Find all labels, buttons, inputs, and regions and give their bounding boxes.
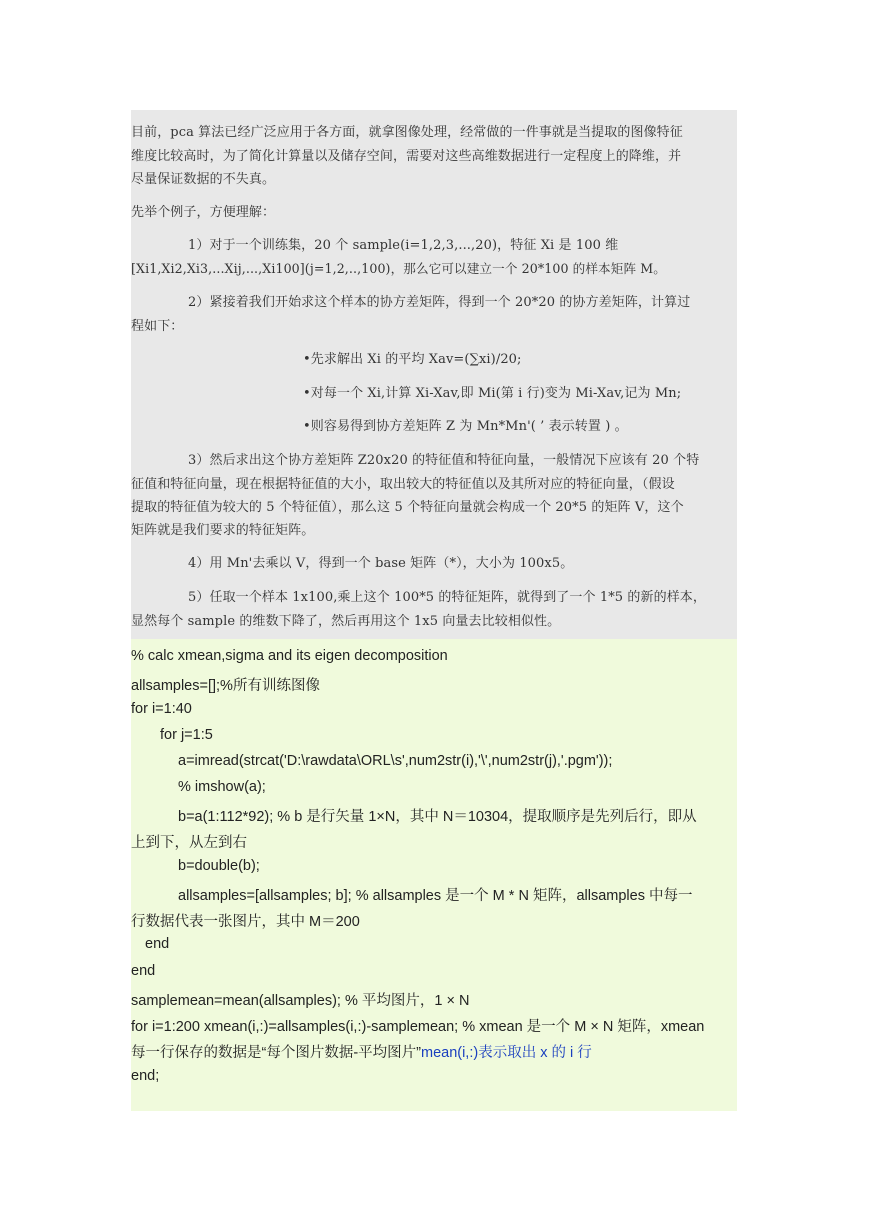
code-line: b=double(b); xyxy=(178,858,260,874)
code-line: end; xyxy=(131,1068,160,1084)
intro-line: 尽量保证数据的不失真。 xyxy=(131,172,276,187)
code-line: 行数据代表一张图片，其中 M＝200 xyxy=(131,914,360,930)
step3-line: 3）然后求出这个协方差矩阵 Z20x20 的特征值和特征向量，一般情况下应该有 20 个特 xyxy=(188,453,700,468)
step5-line: 显然每个 sample 的维数下降了，然后再用这个 1x5 向量去比较相似性。 xyxy=(131,614,561,629)
intro-line: 目前，pca 算法已经广泛应用于各方面，就拿图像处理，经常做的一件事就是当提取的图像特征 xyxy=(131,125,683,140)
code-line: for j=1:5 xyxy=(160,727,213,743)
code-line: a=imread(strcat('D:\rawdata\ORL\s',num2str(i),'\',num2str(j),'.pgm')); xyxy=(178,753,613,769)
step1-line: [Xi1,Xi2,Xi3,...Xij,...,Xi100](j=1,2,..,100)，那么它可以建立一个 20*100 的样本矩阵 M。 xyxy=(131,261,666,276)
code-line: 上到下，从左到右 xyxy=(131,835,247,851)
code-line: allsamples=[allsamples; b]; % allsamples 是一个 M * N 矩阵，allsamples 中每一 xyxy=(178,888,693,904)
step2-line: 程如下： xyxy=(131,319,184,334)
step1-line: 1）对于一个训练集，20 个 sample(i=1,2,3,...,20)，特征 Xi 是 100 维 xyxy=(188,238,619,253)
step3-line: 征值和特征向量，现在根据特征值的大小，取出较大的特征值以及其所对应的特征向量，（假设 xyxy=(131,477,675,492)
code-line: b=a(1:112*92); % b 是行矢量 1×N，其中 N＝10304，提取顺序是先列后行，即从 xyxy=(178,809,697,825)
intro-line: 维度比较高时，为了简化计算量以及储存空间，需要对这些高维数据进行一定程度上的降维，并 xyxy=(131,149,682,164)
step3-line: 提取的特征值为较大的 5 个特征值），那么这 5 个特征向量就会构成一个 20*5 的矩阵 V，这个 xyxy=(131,500,684,515)
code-comment-blue: mean(i,:)表示取出 x 的 i 行 xyxy=(420,1045,592,1061)
bullet-item: •对每一个 Xi,计算 Xi-Xav,即 Mi(第 i 行)变为 Mi-Xav,记为 Mn; xyxy=(303,386,682,401)
code-line: % calc xmean,sigma and its eigen decomposition xyxy=(131,648,448,664)
code-line xyxy=(131,1041,592,1062)
step3-line: 矩阵就是我们要求的特征矩阵。 xyxy=(131,523,315,538)
code-line: for i=1:200 xmean(i,:)=allsamples(i,:)-samplemean; % xmean 是一个 M × N 矩阵，xmean xyxy=(131,1019,705,1035)
code-line: for i=1:40 xyxy=(131,701,192,717)
code-text: 每一行保存的数据是“每个图片数据-平均图片” xyxy=(131,1045,421,1061)
example-heading: 先举个例子，方便理解： xyxy=(131,205,276,220)
step5-line: 5）任取一个样本 1x100,乘上这个 100*5 的特征矩阵，就得到了一个 1*5 的新的样本， xyxy=(188,590,707,605)
code-line: end xyxy=(145,936,170,952)
code-line: allsamples=[];%所有训练图像 xyxy=(131,678,320,694)
bullet-item: •则容易得到协方差矩阵 Z 为 Mn*Mn'( ’ 表示转置 ) 。 xyxy=(303,419,628,434)
step4-line: 4）用 Mn'去乘以 V，得到一个 base 矩阵（*），大小为 100x5。 xyxy=(188,556,574,571)
code-line: end xyxy=(131,963,156,979)
code-line: % imshow(a); xyxy=(178,779,266,795)
step2-line: 2）紧接着我们开始求这个样本的协方差矩阵，得到一个 20*20 的协方差矩阵，计算过 xyxy=(188,295,691,310)
code-line: samplemean=mean(allsamples); % 平均图片，1 × N xyxy=(131,993,470,1009)
bullet-item: •先求解出 Xi 的平均 Xav=(∑xi)/20; xyxy=(303,352,522,367)
